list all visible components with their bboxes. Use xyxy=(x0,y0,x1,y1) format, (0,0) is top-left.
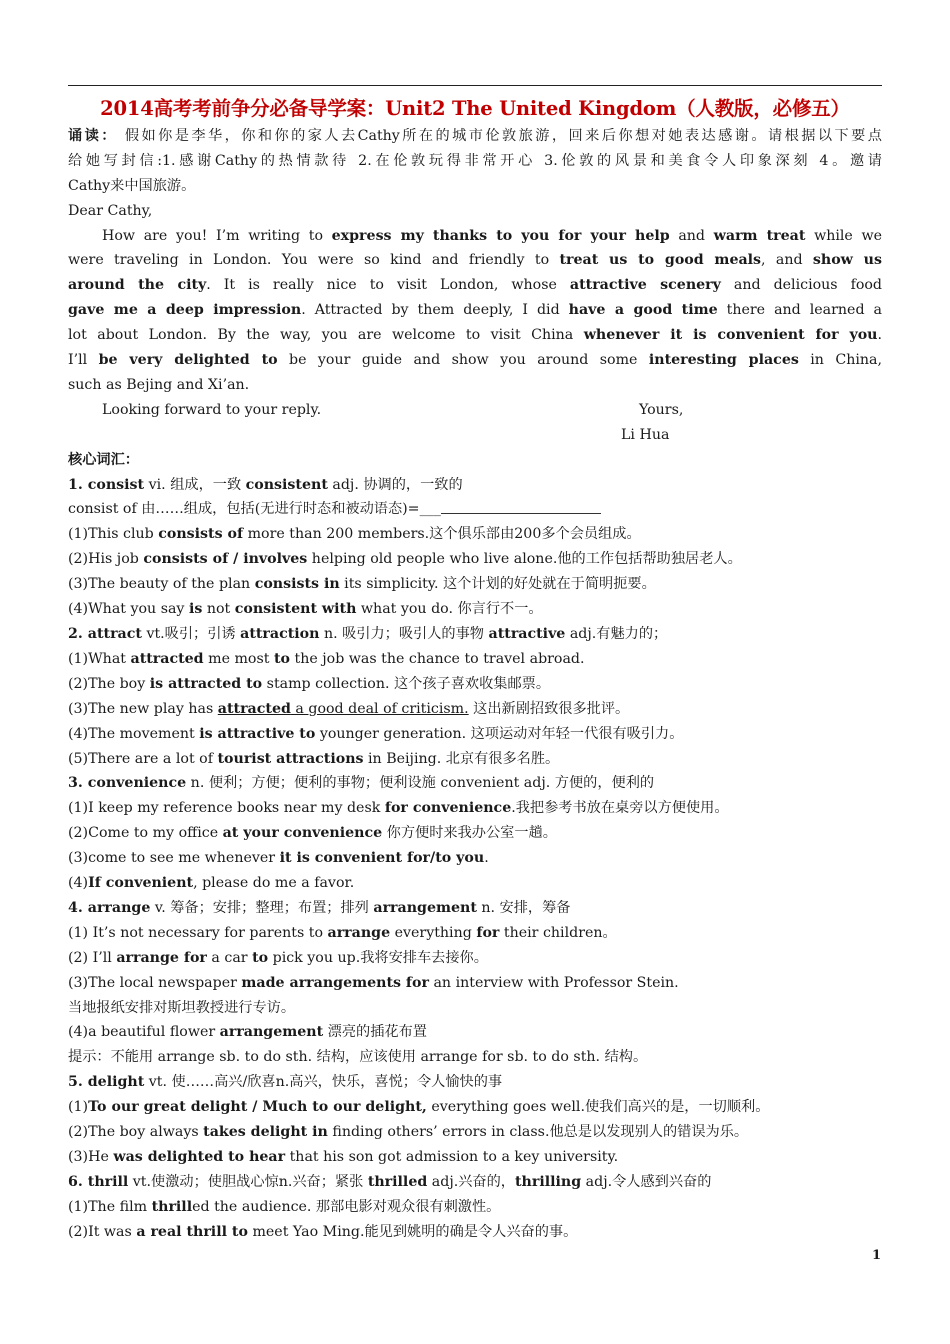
prompt-line-3: Cathy来中国旅游。 xyxy=(68,177,196,194)
vocab-thrill-ex1: (1)The film thrilled the audience. 那部电影对观众很有刺激性。 xyxy=(68,1198,501,1215)
vocab-delight-ex1: (1)To our great delight / Much to our delight, everything goes well.使我们高兴的是，一切顺利。 xyxy=(68,1099,770,1116)
vocab-heading: 核心词汇： xyxy=(68,451,139,468)
vocab-delight-head: 5. delight vt. 使……高兴/欣喜n.高兴，快乐，喜悦；令人愉快的事 xyxy=(68,1074,503,1091)
vocab-arrange-ex3: (3)The local newspaper made arrangements for an interview with Professor Stein. xyxy=(68,974,679,991)
letter-closing-row xyxy=(68,398,882,423)
document-page xyxy=(68,94,882,1245)
vocab-attract-ex4: (4)The movement is attractive to younger generation. 这项运动对年轻一代很有吸引力。 xyxy=(68,725,684,742)
vocab-consist-ex1: (1)This club consists of more than 200 members.这个俱乐部由200多个会员组成。 xyxy=(68,526,641,543)
vocab-convenience-ex2: (2)Come to my office at your convenience 你方便时来我办公室一趟。 xyxy=(68,825,557,842)
top-rule xyxy=(68,85,882,86)
letter-line-4: gave me a deep impression. Attracted by them deeply, I did have a good time there and learned a xyxy=(68,302,882,319)
vocab-arrange-ex1: (1) It’s not necessary for parents to arrange everything for their children。 xyxy=(68,924,617,941)
vocab-consist-ex4: (4)What you say is not consistent with what you do. 你言行不一。 xyxy=(68,601,543,618)
vocab-thrill-ex2: (2)It was a real thrill to meet Yao Ming.能见到姚明的确是令人兴奋的事。 xyxy=(68,1223,578,1240)
prompt-line-1: 诵读： 假如你是李华，你和你的家人去Cathy所在的城市伦敦旅游，回来后你想对她表达感谢。请根据以下要点 xyxy=(68,128,882,144)
letter-line-6: I’ll be very delighted to be your guide and show you around some interesting places in China, xyxy=(68,352,882,369)
vocab-consist-ex2: (2)His job consists of / involves helping old people who live alone.他的工作包括帮助独居老人。 xyxy=(68,551,742,568)
vocab-consist-head: 1. consist vi. 组成，一致 consistent adj. 协调的，一致的 xyxy=(68,476,463,493)
vocab-arrange-tip: 提示：不能用 arrange sb. to do sth. 结构，应该使用 arrange for sb. to do sth. 结构。 xyxy=(68,1049,648,1066)
vocab-delight-ex3: (3)He was delighted to hear that his son got admission to a key university. xyxy=(68,1149,619,1166)
vocab-thrill-head: 6. thrill vt.使激动；使胆战心惊n.兴奋；紧张 thrilled adj.兴奋的，thrilling adj.令人感到兴奋的 xyxy=(68,1173,712,1190)
letter-line-7: such as Bejing and Xi’an. xyxy=(68,376,250,393)
letter-line-3: around the city. It is really nice to visit London, whose attractive scenery and delicious food xyxy=(68,277,882,294)
vocab-attract-ex2: (2)The boy is attracted to stamp collection. 这个孩子喜欢收集邮票。 xyxy=(68,675,551,692)
letter-salutation: Dear Cathy, xyxy=(68,202,153,219)
vocab-attract-ex5: (5)There are a lot of tourist attractions in Beijing. 北京有很多名胜。 xyxy=(68,750,560,767)
vocab-attract-ex1: (1)What attracted me most to the job was the chance to travel abroad. xyxy=(68,650,585,667)
vocab-arrange-ex2: (2) I’ll arrange for a car to pick you up.我将安排车去接你。 xyxy=(68,949,488,966)
vocab-arrange-head: 4. arrange v. 筹备；安排；整理；布置；排列 arrangement n. 安排，筹备 xyxy=(68,899,571,916)
vocab-attract-ex3: (3)The new play has attracted a good deal of criticism. 这出新剧招致很多批评。 xyxy=(68,700,630,717)
vocab-convenience-head: 3. convenience n. 便利；方便；便利的事物；便利设施 convenient adj. 方便的，便利的 xyxy=(68,775,655,792)
vocab-convenience-ex3: (3)come to see me whenever it is convenient for/to you. xyxy=(68,850,489,867)
letter-line-1: How are you! I’m writing to express my thanks to you for your help and warm treat while we xyxy=(102,227,882,244)
vocab-convenience-ex4: (4)If convenient, please do me a favor. xyxy=(68,875,355,892)
letter-signature: Li Hua xyxy=(621,426,670,443)
vocab-convenience-ex1: (1)I keep my reference books near my desk for convenience.我把参考书放在桌旁以方便使用。 xyxy=(68,800,729,817)
letter-closing: Looking forward to your reply. xyxy=(102,401,322,418)
letter-yours: Yours, xyxy=(639,401,684,418)
document-title: 2014高考考前争分必备导学案：Unit2 The United Kingdom（人教版，必修五） xyxy=(100,97,850,120)
letter-line-2: were traveling in London. You were so kind and friendly to treat us to good meals, and show us xyxy=(68,252,882,269)
document-body xyxy=(68,124,882,1245)
vocab-delight-ex2: (2)The boy always takes delight in finding others’ errors in class.他总是以发现别人的错误为乐。 xyxy=(68,1124,749,1141)
answer-blank[interactable] xyxy=(441,499,601,514)
vocab-arrange-ex3-cn: 当地报纸安排对斯坦教授进行专访。 xyxy=(68,999,296,1016)
vocab-arrange-ex4: (4)a beautiful flower arrangement 漂亮的插花布置 xyxy=(68,1024,427,1041)
page-number: 1 xyxy=(872,1248,882,1263)
vocab-consist-sub: consist of 由……组成，包括(无进行时态和被动语态)=___ xyxy=(68,497,882,522)
vocab-consist-ex3: (3)The beauty of the plan consists in its simplicity. 这个计划的好处就在于简明扼要。 xyxy=(68,576,656,593)
letter-line-5: lot about London. By the way, you are welcome to visit China whenever it is convenient for you. xyxy=(68,327,882,344)
prompt-line-2: 给她写封信:1.感谢Cathy的热情款待 2.在伦敦玩得非常开心 3.伦敦的风景和美食令人印象深刻 4。邀请 xyxy=(68,152,882,169)
vocab-attract-head: 2. attract vt.吸引；引诱 attraction n. 吸引力；吸引人的事物 attractive adj.有魅力的； xyxy=(68,625,668,642)
